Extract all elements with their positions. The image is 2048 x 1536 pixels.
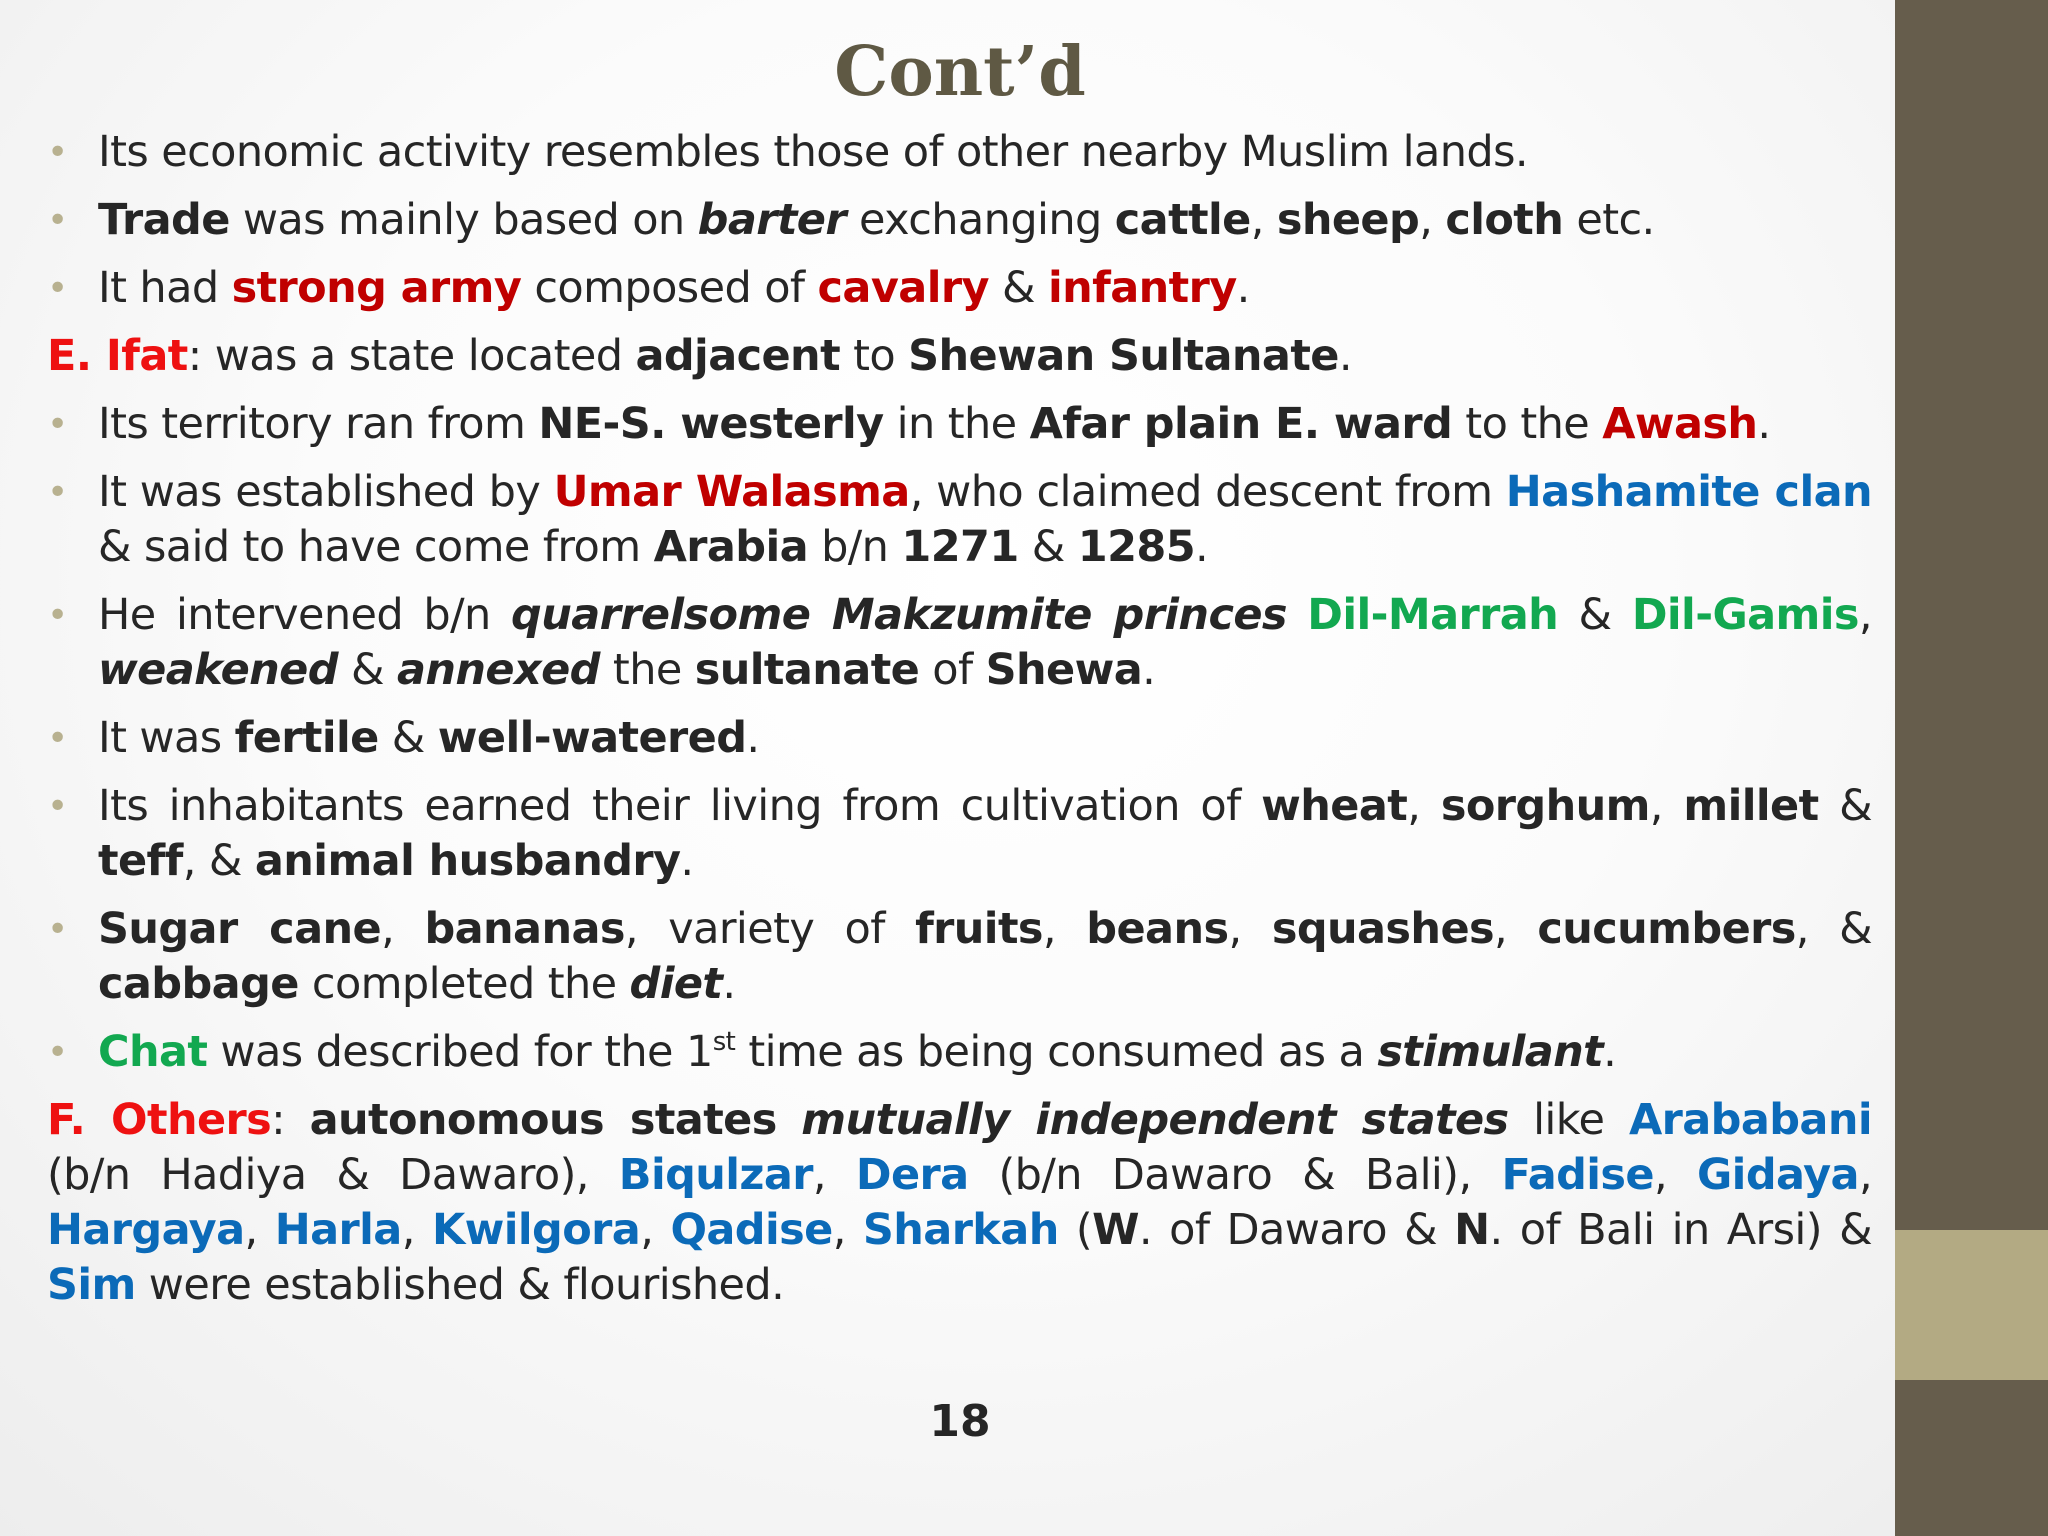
text-span: , (401, 1205, 432, 1255)
bullet-marker: • (47, 595, 68, 636)
text-span: completed the (298, 959, 630, 1009)
text-span: was mainly based on (229, 195, 698, 245)
text-span: , (1228, 904, 1272, 954)
text-span: Kwilgora (431, 1205, 641, 1255)
text-span: , (1250, 195, 1277, 245)
text-span: Dil-Marrah (1307, 590, 1559, 640)
text-span: & (337, 645, 397, 695)
text-span: , (1654, 1150, 1697, 1200)
text-span: Chat (98, 1027, 208, 1077)
bullet-marker: • (47, 132, 68, 173)
text-span: fruits (915, 904, 1043, 954)
text-span: cucumbers (1537, 904, 1796, 954)
text-span: Shewan Sultanate (908, 331, 1339, 381)
text-span: fertile (234, 713, 379, 763)
text-span: weakened (98, 645, 338, 695)
text-span: (b/n Dawaro & Bali), (968, 1150, 1502, 1200)
text-span: F. Others (47, 1095, 272, 1145)
bullet-chat (47, 1025, 1872, 1080)
text-span: , (832, 1205, 863, 1255)
text-span: quarrelsome Makzumite princes (511, 590, 1287, 640)
text-span: . (680, 836, 694, 886)
text-span: diet (629, 959, 723, 1009)
text-span: & (1018, 522, 1078, 572)
text-span: He intervened b/n (98, 590, 512, 640)
text-span: Its economic activity resembles those of other nearby Muslim lands. (98, 127, 1528, 177)
text-span: was described for the 1 (207, 1027, 713, 1077)
text-span: Afar plain E. ward (1029, 399, 1453, 449)
text-span: Awash (1602, 399, 1758, 449)
text-span: Arababani (1628, 1095, 1872, 1145)
text-span: stimulant (1377, 1027, 1604, 1077)
text-span: W (1092, 1205, 1139, 1255)
bullet-marker: • (47, 404, 68, 445)
text-span: (b/n Hadiya & Dawaro), (47, 1150, 619, 1200)
text-span: sheep (1276, 195, 1420, 245)
text-span: autonomous states (309, 1095, 777, 1145)
text-span: adjacent (635, 331, 841, 381)
text-span: , (244, 1205, 275, 1255)
bullet-intervention (47, 588, 1872, 698)
text-span: . (1236, 263, 1250, 313)
text-span: Its territory ran from (98, 399, 539, 449)
text-span: like (1508, 1095, 1629, 1145)
bullet-diet (47, 902, 1872, 1012)
text-span: . (746, 713, 760, 763)
text-span: exchanging (845, 195, 1115, 245)
text-span: Sim (47, 1260, 136, 1310)
text-span: Biqulzar (618, 1150, 813, 1200)
bullet-marker: • (47, 1032, 68, 1073)
text-span: to (840, 331, 909, 381)
text-span: Dil-Gamis (1631, 590, 1859, 640)
text-span: composed of (521, 263, 818, 313)
text-span: Harla (274, 1205, 402, 1255)
text-span: Qadise (670, 1205, 833, 1255)
bullet-trade (47, 193, 1872, 248)
text-span: Gidaya (1696, 1150, 1859, 1200)
text-span: It was established by (98, 467, 554, 517)
bullet-territory (47, 397, 1872, 452)
bullet-marker: • (47, 909, 68, 950)
text-span: cavalry (817, 263, 989, 313)
text-span: , (381, 904, 425, 954)
text-span: . (1142, 645, 1156, 695)
text-span: . (1338, 331, 1352, 381)
section-heading-ifat (47, 329, 1872, 384)
text-span: & (1558, 590, 1632, 640)
text-span: & (378, 713, 438, 763)
text-span: : (271, 1095, 310, 1145)
text-span: Umar Walasma (553, 467, 910, 517)
slide-title: Cont’d (834, 32, 1086, 112)
text-span: mutually independent states (801, 1095, 1509, 1145)
text-span: Sharkah (862, 1205, 1059, 1255)
text-span: cloth (1445, 195, 1564, 245)
text-span: : was a state located (187, 331, 636, 381)
text-span: Its inhabitants earned their living from cultivation of (98, 781, 1262, 831)
section-heading-others (47, 1093, 1872, 1313)
text-span: cabbage (98, 959, 299, 1009)
text-span: , (640, 1205, 671, 1255)
text-span: animal husbandry (254, 836, 681, 886)
text-span: Fadise (1501, 1150, 1654, 1200)
bullet-marker: • (47, 268, 68, 309)
text-span: Hargaya (47, 1205, 245, 1255)
text-span: . (1757, 399, 1771, 449)
text-span: & (1818, 781, 1872, 831)
text-span: were established & flourished. (135, 1260, 785, 1310)
text-span: time as being consumed as a (735, 1027, 1378, 1077)
text-span: 1271 (901, 522, 1019, 572)
text-span: Shewa (985, 645, 1143, 695)
text-span: infantry (1047, 263, 1237, 313)
text-span: It had (98, 263, 232, 313)
text-span: , (1858, 590, 1872, 640)
text-span: , (1858, 1150, 1873, 1200)
text-span: well-watered (437, 713, 747, 763)
text-span: sorghum (1440, 781, 1650, 831)
text-span: annexed (396, 645, 600, 695)
text-span: & said to have come from (98, 522, 654, 572)
text-span: . (1603, 1027, 1617, 1077)
text-span (1287, 590, 1307, 640)
text-span: b/n (808, 522, 902, 572)
text-span: . (722, 959, 736, 1009)
text-span: millet (1683, 781, 1819, 831)
text-span: to the (1452, 399, 1603, 449)
text-span: , variety of (624, 904, 916, 954)
text-span: . of Bali in Arsi) & (1489, 1205, 1873, 1255)
text-span (777, 1095, 802, 1145)
bullet-founder (47, 465, 1872, 575)
text-span: Arabia (653, 522, 809, 572)
text-span: Dera (855, 1150, 969, 1200)
text-span: barter (697, 195, 846, 245)
text-span: , (1649, 781, 1684, 831)
bullet-cultivation (47, 779, 1872, 889)
bullet-fertile (47, 711, 1872, 766)
text-span: . (1195, 522, 1209, 572)
superscript: st (712, 1027, 736, 1057)
text-span: NE-S. westerly (538, 399, 884, 449)
bullet-marker: • (47, 472, 68, 513)
text-span: wheat (1261, 781, 1408, 831)
text-span: 1285 (1077, 522, 1196, 572)
text-span: Sugar cane (98, 904, 382, 954)
page-number: 18 (929, 1396, 991, 1447)
text-span: beans (1086, 904, 1229, 954)
text-span: bananas (424, 904, 625, 954)
bullet-marker: • (47, 200, 68, 241)
text-span: ( (1058, 1205, 1093, 1255)
text-span: , & (1795, 904, 1873, 954)
text-span: , (1419, 195, 1446, 245)
slide-content (47, 125, 1872, 1326)
text-span: , (1407, 781, 1441, 831)
text-span: squashes (1271, 904, 1494, 954)
text-span: strong army (231, 263, 522, 313)
bullet-marker: • (47, 718, 68, 759)
text-span: N (1454, 1205, 1490, 1255)
text-span: It was (98, 713, 235, 763)
text-span: teff (98, 836, 183, 886)
text-span: in the (883, 399, 1030, 449)
text-span: , (1494, 904, 1538, 954)
text-span: & (988, 263, 1048, 313)
text-span: etc. (1563, 195, 1655, 245)
bullet-economic-activity (47, 125, 1872, 180)
text-span: Hashamite clan (1505, 467, 1873, 517)
text-span: E. Ifat (47, 331, 188, 381)
text-span: . of Dawaro & (1138, 1205, 1455, 1255)
text-span: cattle (1114, 195, 1251, 245)
text-span: , & (182, 836, 255, 886)
text-span: of (919, 645, 986, 695)
text-span: sultanate (694, 645, 920, 695)
text-span: , who claimed descent from (909, 467, 1506, 517)
bullet-army (47, 261, 1872, 316)
text-span: , (812, 1150, 856, 1200)
text-span: Trade (98, 195, 230, 245)
decorative-sidebar-accent (1895, 1230, 2048, 1380)
bullet-marker: • (47, 786, 68, 827)
text-span: the (599, 645, 695, 695)
text-span: , (1042, 904, 1087, 954)
